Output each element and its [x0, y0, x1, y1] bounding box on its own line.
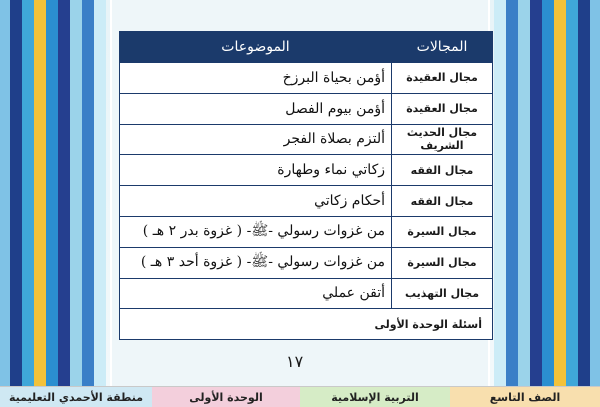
domain-cell: مجال الحديث الشريف [392, 124, 493, 155]
topic-cell: أؤمن بيوم الفصل [120, 93, 392, 124]
frame-stripe [494, 0, 506, 386]
table-row [120, 63, 493, 94]
frame-stripe [94, 0, 106, 386]
table-row [120, 186, 493, 217]
topic-cell: من غزوات رسولي -ﷺ- ( غزوة بدر ٢ هـ ) [120, 216, 392, 247]
table-row [120, 247, 493, 278]
subject-label: التربية الإسلامية [300, 386, 450, 407]
domain-cell: مجال الفقه [392, 155, 493, 186]
frame-stripe [70, 0, 82, 386]
domain-cell: مجال العقيدة [392, 63, 493, 94]
domain-cell: مجال السيرة [392, 216, 493, 247]
frame-stripe [590, 0, 600, 386]
topic-cell: أحكام زكاتي [120, 186, 392, 217]
grade-label: الصف التاسع [450, 386, 600, 407]
domain-cell: مجال الفقه [392, 186, 493, 217]
unit-questions: أسئلة الوحدة الأولى [120, 309, 493, 340]
frame-stripe [58, 0, 70, 386]
frame-stripe [22, 0, 34, 386]
frame-stripe [10, 0, 22, 386]
table-row [120, 216, 493, 247]
table-row [120, 155, 493, 186]
frame-stripe [34, 0, 46, 386]
frame-stripe [46, 0, 58, 386]
frame-stripe [554, 0, 566, 386]
header-topics: الموضوعات [120, 32, 392, 63]
table-footer-row [120, 309, 493, 340]
frame-stripe [542, 0, 554, 386]
table-header-row [120, 32, 493, 63]
topic-cell: زكاتي نماء وطهارة [120, 155, 392, 186]
domain-cell: مجال العقيدة [392, 93, 493, 124]
table-row [120, 93, 493, 124]
frame-stripe [566, 0, 578, 386]
frame-stripe [506, 0, 518, 386]
bottom-bar [0, 386, 600, 407]
domain-cell: مجال التهذيب [392, 278, 493, 309]
region-label: منطقة الأحمدي التعليمية [0, 386, 152, 407]
unit-label: الوحدة الأولى [152, 386, 300, 407]
table-row [120, 278, 493, 309]
frame-stripe [82, 0, 94, 386]
domain-cell: مجال السيرة [392, 247, 493, 278]
topic-cell: ألتزم بصلاة الفجر [120, 124, 392, 155]
header-domains: المجالات [392, 32, 493, 63]
frame-stripe [518, 0, 530, 386]
frame-stripe [578, 0, 590, 386]
table-row [120, 124, 493, 155]
contents-table [119, 31, 493, 340]
frame-stripe [530, 0, 542, 386]
page-number: ١٧ [286, 352, 304, 371]
frame-stripe [0, 0, 10, 386]
topic-cell: أؤمن بحياة البرزخ [120, 63, 392, 94]
topic-cell: أتقن عملي [120, 278, 392, 309]
topic-cell: من غزوات رسولي -ﷺ- ( غزوة أحد ٣ هـ ) [120, 247, 392, 278]
